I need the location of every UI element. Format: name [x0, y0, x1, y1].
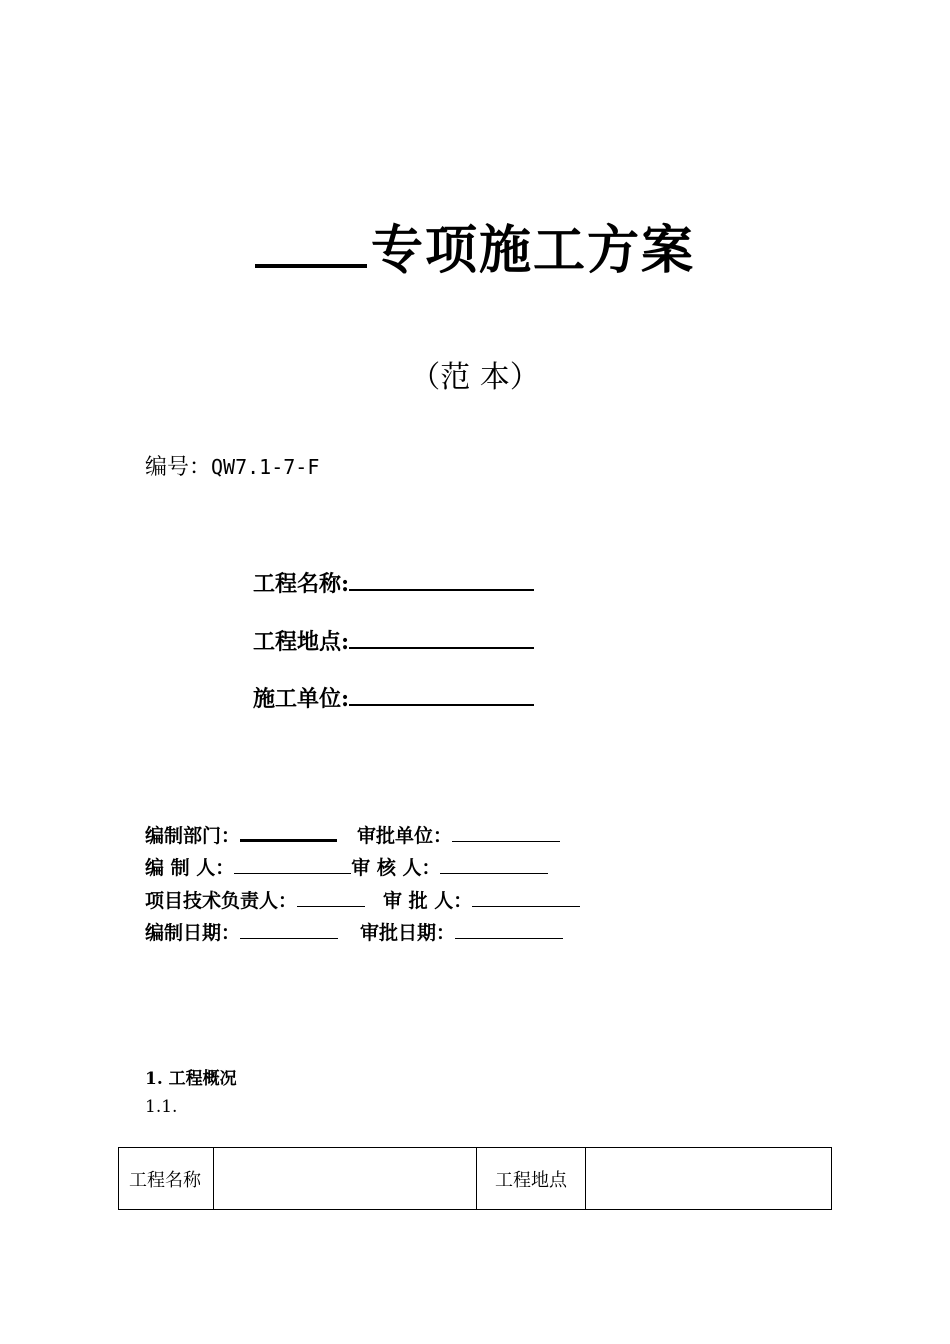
title-text: 专项施工方案: [370, 220, 695, 281]
signature-row-4: [145, 918, 563, 945]
reviewer-label: 审 核 人：: [351, 857, 441, 879]
reviewer-blank[interactable]: [440, 857, 548, 874]
field-project-name: [253, 567, 534, 598]
prepared-dept-blank[interactable]: [240, 823, 337, 842]
field-project-location: [253, 625, 534, 656]
project-location-cell[interactable]: [586, 1148, 832, 1210]
approver-label: 审 批 人：: [383, 890, 473, 912]
doc-number-value: QW7.1-7-F: [211, 455, 320, 479]
approver-blank[interactable]: [472, 890, 580, 907]
document-number: [145, 450, 319, 481]
prepared-date-blank[interactable]: [240, 922, 338, 939]
tech-lead-label: 项目技术负责人：: [145, 890, 298, 912]
preparer-label: 编 制 人：: [145, 857, 235, 879]
subtitle: （范 本）: [410, 360, 540, 395]
section-heading: 1. 工程概况: [145, 1069, 237, 1089]
field-label: 施工单位:: [253, 686, 350, 712]
signature-row-3: [145, 886, 580, 913]
project-info-table: [118, 1147, 832, 1210]
approval-unit-blank[interactable]: [452, 825, 560, 842]
signature-row-1: [145, 821, 560, 848]
field-blank[interactable]: [349, 569, 534, 591]
field-blank[interactable]: [349, 684, 534, 706]
title-blank-line: [255, 218, 367, 268]
signature-row-2: [145, 853, 548, 880]
doc-number-label: 编号：: [145, 455, 212, 480]
approval-date-label: 审批日期：: [360, 922, 456, 944]
document-title: [0, 208, 950, 283]
preparer-blank[interactable]: [234, 857, 351, 874]
field-label: 工程名称:: [253, 571, 350, 597]
project-name-cell[interactable]: [214, 1148, 477, 1210]
project-name-header: 工程名称: [119, 1148, 214, 1210]
project-location-header: 工程地点: [477, 1148, 586, 1210]
approval-unit-label: 审批单位：: [357, 825, 453, 847]
table-row: [119, 1148, 832, 1210]
field-blank[interactable]: [349, 627, 534, 649]
prepared-date-label: 编制日期：: [145, 922, 241, 944]
subsection-number: 1.1.: [145, 1097, 178, 1117]
approval-date-blank[interactable]: [455, 922, 563, 939]
tech-lead-blank[interactable]: [297, 890, 365, 907]
prepared-dept-label: 编制部门：: [145, 825, 241, 847]
field-construction-unit: [253, 682, 534, 713]
field-label: 工程地点:: [253, 629, 350, 655]
